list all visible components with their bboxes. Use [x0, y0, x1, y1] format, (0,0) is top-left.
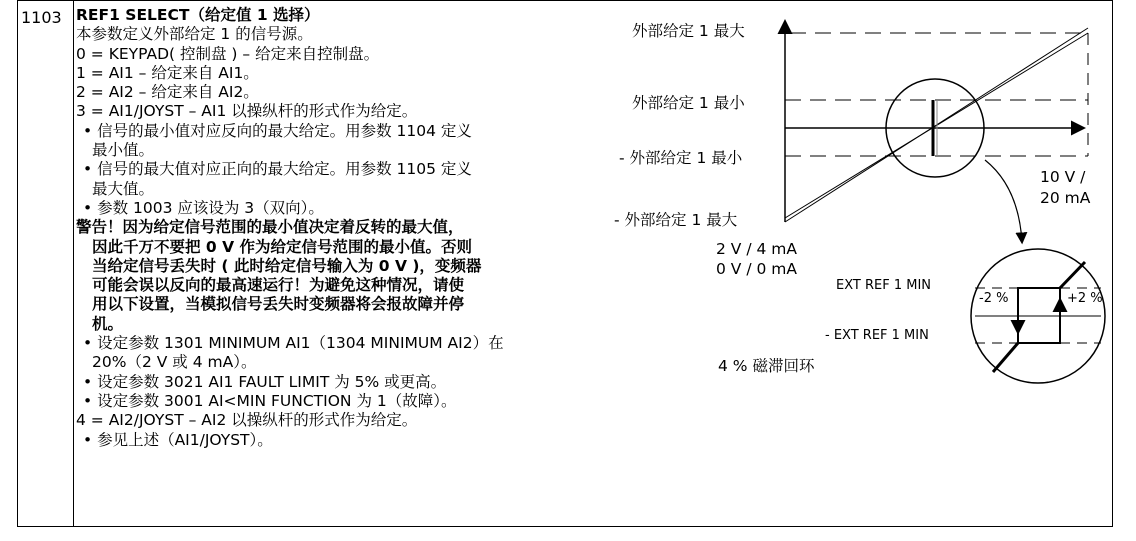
- bullet-min-signal: • 信号的最小值对应反向的最大给定。用参数 1104 定义: [83, 121, 472, 140]
- label-2v-4ma: 2 V / 4 mA: [716, 240, 797, 258]
- label-ext-ref-max: 外部给定 1 最大: [632, 22, 745, 40]
- label-hysteresis-caption: 4 % 磁滞回环: [718, 357, 815, 375]
- option-ai2: 2 = AI2 – 给定来自 AI2。: [76, 83, 259, 102]
- warning-line: 当给定信号丢失时 ( 此时给定信号输入为 0 V )，变频器: [92, 256, 482, 275]
- label-minus-2-percent: -2 %: [979, 291, 1009, 306]
- label-0v-0ma: 0 V / 0 mA: [716, 260, 797, 278]
- bullet-param-1003: • 参数 1003 应该设为 3（双向）。: [83, 198, 324, 217]
- setting-bullet: • 设定参数 1301 MINIMUM AI1（1304 MINIMUM AI2）在: [83, 334, 504, 353]
- bullet-max-signal-cont: 最大值。: [92, 179, 155, 198]
- warning-line: 警告！因为给定信号范围的最小值决定着反转的最大值，: [76, 218, 464, 237]
- label-10v: 10 V /: [1040, 168, 1086, 186]
- option-ai1-joyst: 3 = AI1/JOYST – AI1 以操纵杆的形式作为给定。: [76, 102, 418, 121]
- option-ai2-joyst: 4 = AI2/JOYST – AI2 以操纵杆的形式作为给定。: [76, 411, 418, 430]
- warning-line: 机。: [92, 314, 124, 333]
- setting-bullet: • 设定参数 3021 AI1 FAULT LIMIT 为 5% 或更高。: [83, 372, 447, 391]
- option-ai1: 1 = AI1 – 给定来自 AI1。: [76, 63, 259, 82]
- warning-line: 可能会误以反向的最高速运行！为避免这种情况，请使: [92, 276, 465, 295]
- hysteresis-diag-upper: [1060, 262, 1085, 288]
- bullet-max-signal: • 信号的最大值对应正向的最大给定。用参数 1105 定义: [83, 160, 472, 179]
- label-neg-ext-ref-max: - 外部给定 1 最大: [614, 211, 738, 229]
- label-ext-ref-min: 外部给定 1 最小: [632, 94, 745, 112]
- description-line: 本参数定义外部给定 1 的信号源。: [76, 25, 313, 44]
- option-keypad: 0 = KEYPAD( 控制盘 ) – 给定来自控制盘。: [76, 44, 380, 63]
- label-hyst-neg-min: - EXT REF 1 MIN: [825, 328, 929, 343]
- setting-bullet-cont: 20%（2 V 或 4 mA）。: [92, 353, 257, 372]
- setting-bullet: • 设定参数 3001 AI<MIN FUNCTION 为 1（故障）。: [83, 391, 457, 410]
- zoom-connector-arrow: [985, 160, 1022, 242]
- bullet-min-signal-cont: 最小值。: [92, 141, 155, 160]
- warning-line: 因此千万不要把 0 V 作为给定信号范围的最小值。否则: [92, 237, 472, 256]
- label-plus-2-percent: +2 %: [1067, 291, 1103, 306]
- warning-line: 用以下设置，当模拟信号丢失时变频器将会报故障并停: [92, 295, 465, 314]
- label-neg-ext-ref-min: - 外部给定 1 最小: [619, 149, 743, 167]
- parameter-code: 1103: [21, 8, 62, 27]
- label-hyst-min: EXT REF 1 MIN: [836, 278, 931, 293]
- label-20ma: 20 mA: [1040, 189, 1091, 207]
- bullet-see-above: • 参见上述（AI1/JOYST）。: [83, 430, 273, 449]
- hysteresis-diag-lower: [993, 343, 1018, 372]
- parameter-title: REF1 SELECT（给定值 1 选择）: [76, 6, 320, 24]
